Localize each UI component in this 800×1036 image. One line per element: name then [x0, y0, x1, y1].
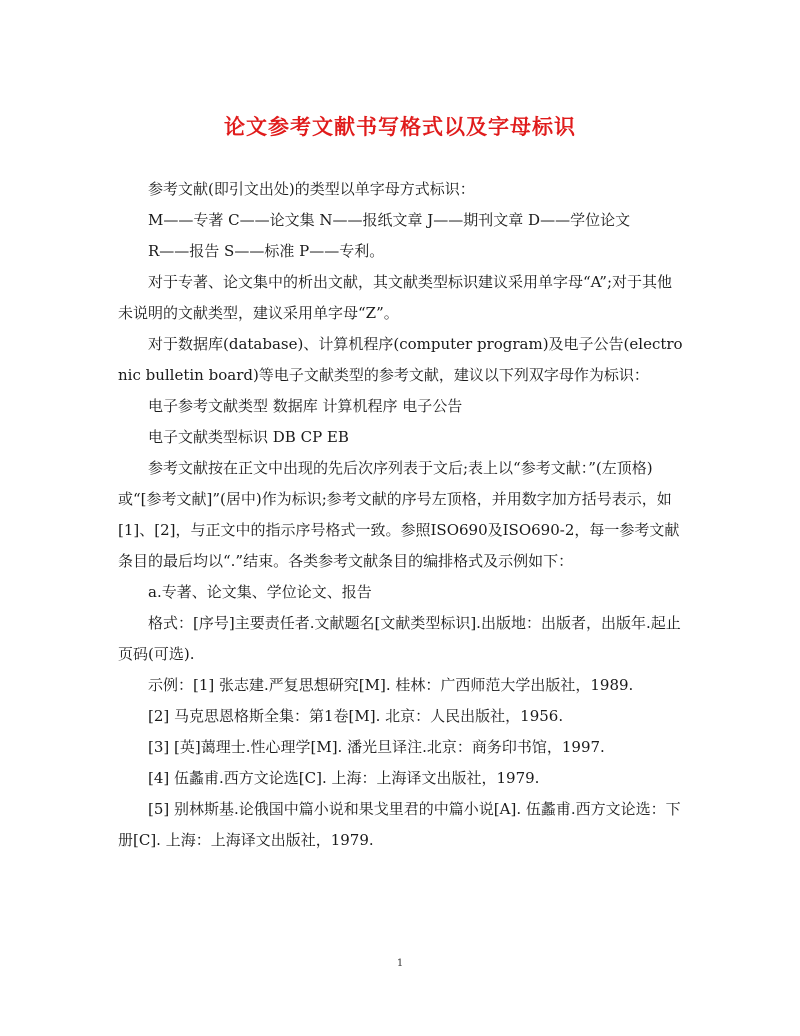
paragraph-type-codes-2: R——报告 S——标准 P——专利。 — [148, 242, 385, 260]
document-title: 论文参考文献书写格式以及字母标识 — [224, 114, 576, 139]
paragraph-section-a: a.专著、论文集、学位论文、报告 — [148, 583, 372, 601]
reference-example-5: [5] 别林斯基.论俄国中篇小说和果戈里君的中篇小说[A]. 伍蠡甫.西方文论选：下册[C]. 上海：上海译文出版社，1979. — [118, 800, 681, 849]
reference-example-3: [3] [英]蔼理士.性心理学[M]. 潘光旦译注.北京：商务印书馆，1997. — [148, 738, 605, 756]
reference-example-2: [2] 马克思恩格斯全集：第1卷[M]. 北京：人民出版社，1956. — [148, 707, 564, 725]
reference-example-1: 示例：[1] 张志建.严复思想研究[M]. 桂林：广西师范大学出版社，1989. — [148, 676, 634, 694]
paragraph-type-codes-1: M——专著 C——论文集 N——报纸文章 J——期刊文章 D——学位论文 — [148, 211, 631, 229]
paragraph-analytic-docs: 对于专著、论文集中的析出文献，其文献类型标识建议采用单字母“A”;对于其他未说明的文献类型，建议采用单字母“Z”。 — [118, 273, 673, 322]
paragraph-ordering-rules: 参考文献按在正文中出现的先后次序列表于文后;表上以“参考文献：”(左顶格)或“[参考文献]”(居中)作为标识;参考文献的序号左顶格，并用数字加方括号表示，如[1]、[2]，与正文中的指示序号格式一致。参照ISO690及ISO690-2，每一参考文献条目的最后均以“.”结束。各类参考文献条目的编排格式及示例如下： — [118, 459, 680, 570]
paragraph-electronic-docs: 对于数据库(database)、计算机程序(computer program)及电子公告(electronic bulletin board)等电子文献类型的参考文献，建议以下列双字母作为标识： — [118, 335, 683, 384]
reference-example-4: [4] 伍蠡甫.西方文论选[C]. 上海：上海译文出版社，1979. — [148, 769, 540, 787]
paragraph-format: 格式：[序号]主要责任者.文献题名[文献类型标识].出版地：出版者，出版年.起止页码(可选). — [118, 614, 681, 663]
paragraph-electronic-codes: 电子文献类型标识 DB CP EB — [148, 428, 349, 446]
page-number: 1 — [396, 958, 404, 969]
paragraph-electronic-types: 电子参考文献类型 数据库 计算机程序 电子公告 — [148, 397, 463, 415]
paragraph-intro: 参考文献(即引文出处)的类型以单字母方式标识： — [148, 180, 475, 198]
document-body — [118, 174, 684, 856]
